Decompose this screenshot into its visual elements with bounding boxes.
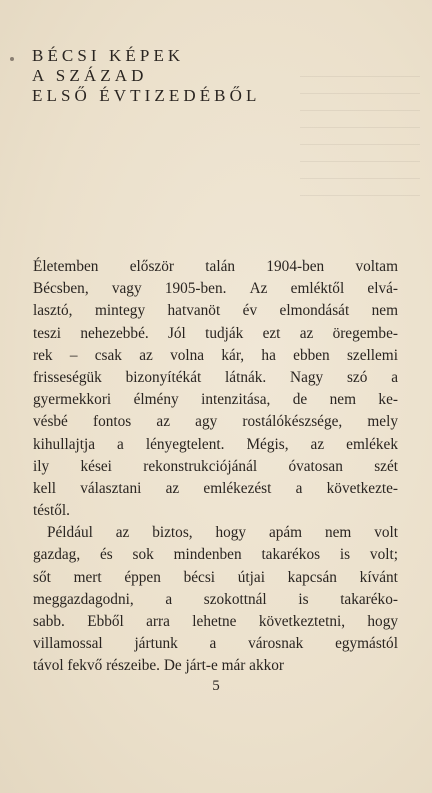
body-text [33,256,398,678]
chapter-title [32,46,261,106]
title-line: A SZÁZAD [32,66,148,85]
paragraph [33,256,398,522]
text-line: kihullajtja a lényegtelent. Mégis, az emlékek [33,435,398,453]
text-line: teszi nehezebbé. Jól tudják ezt az öregembe- [33,324,398,342]
text-line: Bécsben, vagy 1905-ben. Az emléktől elvá- [33,280,398,298]
text-line: meggazdagodni, a szokottnál is takaréko- [33,590,398,608]
text-line: lasztó, mintegy hatvanöt év elmondását nem [33,302,398,320]
show-through-text [300,60,420,200]
text-line: vésbé fontos az agy rostálókészsége, mely [33,413,398,431]
text-line: kell választani az emlékezést a következte- [33,479,398,497]
text-line: téstől. [33,502,70,520]
title-line: BÉCSI KÉPEK [32,46,185,65]
text-line: Életemben először talán 1904-ben voltam [33,258,398,275]
text-line: sőt mert éppen bécsi útjai kapcsán kívánt [33,568,398,586]
text-line: Például az biztos, hogy apám nem volt [47,524,398,542]
text-line: gazdag, és sok mindenben takarékos is volt; [33,546,398,564]
text-line: távol fekvő részeibe. De járt-e már akkor [33,657,285,675]
title-line: ELSŐ ÉVTIZEDÉBŐL [32,86,261,105]
text-line: frisseségük bizonyítékát látnák. Nagy szó a [33,368,398,386]
text-line: villamossal jártunk a városnak egymástól [33,635,398,653]
page-mark [10,57,14,61]
paragraph [33,522,398,677]
text-line: ily kései rekonstrukciójánál óvatosan szét [33,457,398,475]
text-line: rek – csak az volna kár, ha ebben szellemi [33,346,398,364]
text-line: gyermekkori élmény intenzitása, de nem ke- [33,391,398,409]
page-number: 5 [212,678,220,694]
text-line: sabb. Ebből arra lehetne következtetni, hogy [33,613,398,630]
